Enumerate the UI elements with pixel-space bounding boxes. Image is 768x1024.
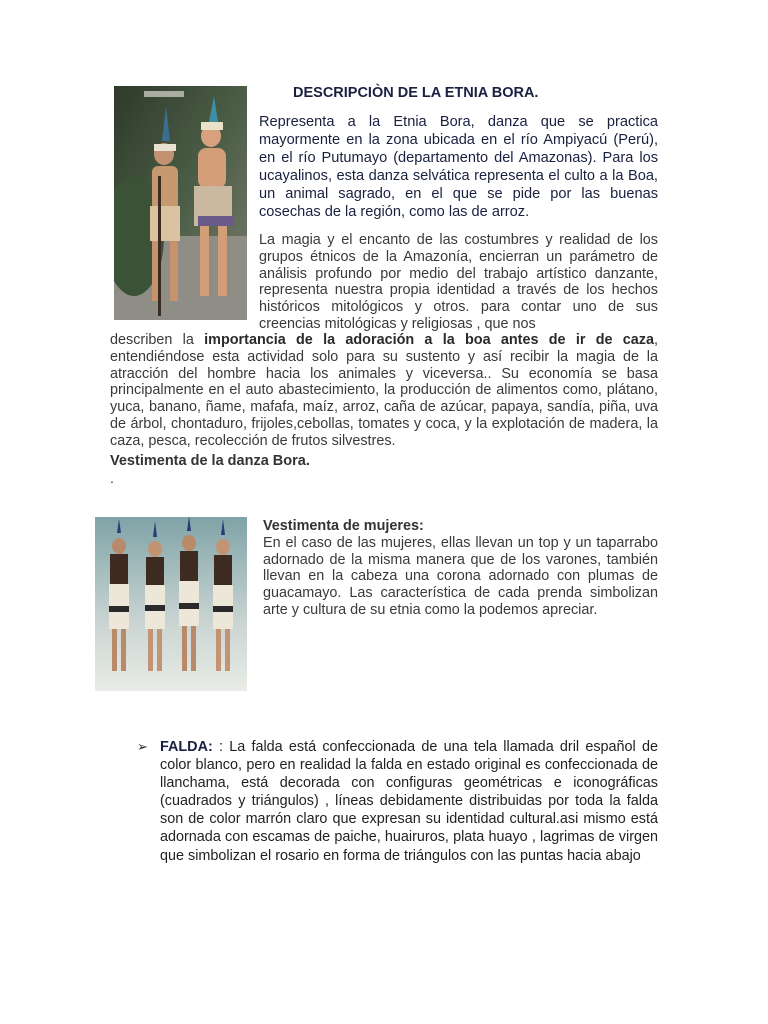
boa-adoration-emphasis: importancia de la adoración a la boa antes de ir de caza [204,332,654,348]
women-clothing-heading: Vestimenta de mujeres: [263,518,424,534]
magic-paragraph-part2 [110,332,658,450]
dancers-photo-image [114,86,247,320]
dancers-photo [114,86,247,320]
falda-list-item [160,738,658,865]
magic-paragraph-pre: describen la [110,332,205,348]
magic-paragraph-part1: La magia y el encanto de las costumbres y realidad de los grupos étnicos de la Amazonía, encierran un parámetro de análisis profundo por medio del trabajo artístico danzante, representa nuestra propia identidad a través de los hechos históricos mitológicos y otros. para contar uno de sus creencias mitológicas y religiosas , que nos [259,232,658,332]
arrow-bullet-icon: ➢ [137,739,148,754]
women-dancers-photo [90,511,252,697]
falda-text: : La falda está confeccionada de una tela llamada dril español de color blanco, pero en realidad la falda en estado original es confeccionada de llanchama, está decorada con configuras geométricas e iconográficas (cuadrados y triángulos) , líneas debidamente distribuidas por toda la falda son de color marrón claro que expresan su identidad cultural.asi mismo está adornada con escamas de paiche, huairuros, plata huayo , lagrimas de virgen que simbolizan el rosario en forma de triángulos con las puntas hacia abajo [160,739,658,864]
women-dancers-photo-image [90,511,252,697]
women-clothing-section [263,518,658,619]
intro-paragraph: Representa a la Etnia Bora, danza que se practica mayormente en la zona ubicada en el río Ampiyacú (Perú), en el río Putumayo (departamento del Amazonas). Para los ucayalinos, esta danza selvática representa el culto a la Boa, un animal sagrado, en el que se pide por las buenas cosechas de la región, como las de arroz. [259,114,658,221]
vestimenta-heading: Vestimenta de la danza Bora. [110,453,310,469]
page-title: DESCRIPCIÒN DE LA ETNIA BORA. [293,85,539,101]
women-clothing-text: En el caso de las mujeres, ellas llevan un top y un taparrabo adornado de la misma manera que de los varones, también llevan en la cabeza una corona adornado con plumas de guacamayo. Las característica de cada prenda simbolizan arte y cultura de su etnia como la podemos apreciar. [263,534,658,618]
stray-dot: . [110,470,114,486]
falda-label: FALDA: [160,739,213,755]
magic-paragraph-post: , entendiéndose esta actividad solo para su sustento y así recibir la magia de la atracción del hombre hacia los animales y viceversa.. Su economía se basa principalmente en el auto abastecimiento, la producción de alimentos como, plátano, yuca, banano, ñame, mafafa, maíz, arroz, caña de azúcar, papaya, sandía, piña, uva de árbol, chontaduro, frijoles,cebollas, tomates y coca, y la explotación de madera, la caza, pesca, recolección de frutos silvestres. [110,332,658,449]
